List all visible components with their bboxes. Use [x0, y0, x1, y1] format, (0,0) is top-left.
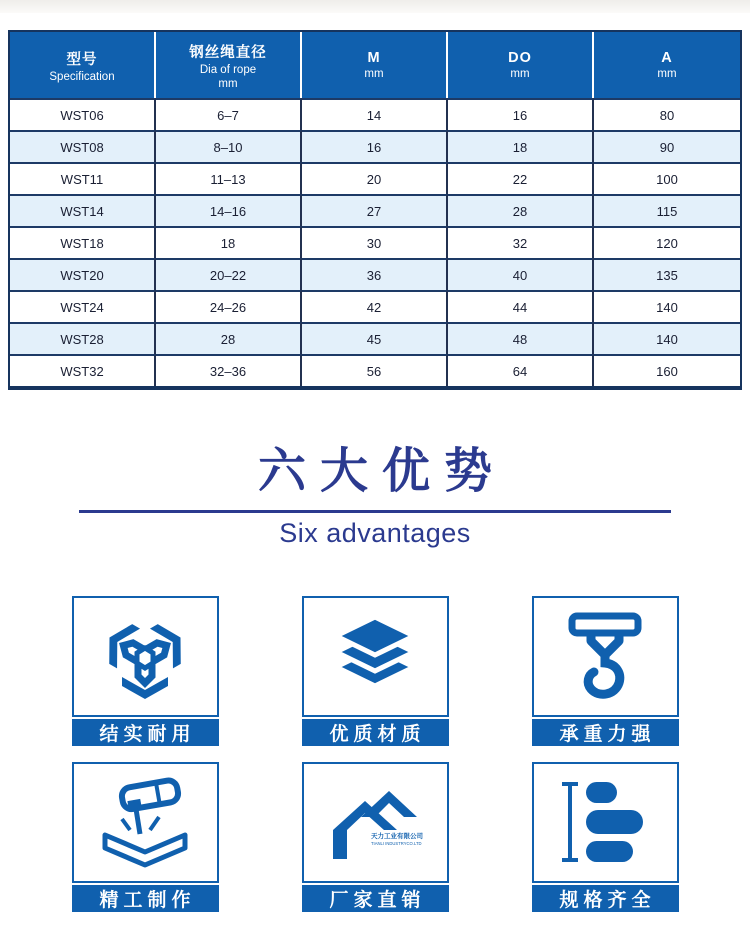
table-row — [10, 226, 740, 258]
advantage-tile-durable — [72, 596, 219, 746]
table-row — [10, 290, 740, 322]
section-title-en: Six advantages — [279, 517, 471, 548]
factory-roof-icon — [319, 772, 431, 872]
section-title-zh: 六大优势 — [257, 445, 506, 498]
table-cell: 18 — [448, 130, 594, 162]
factory-logo-en: TIANLI INDUSTRYCO.LTD — [371, 841, 422, 847]
column-header: 型号 Specification — [10, 32, 156, 98]
divider-line — [79, 510, 671, 513]
table-cell: 56 — [302, 354, 448, 386]
table-cell: 40 — [448, 258, 594, 290]
table-cell: 32 — [448, 226, 594, 258]
table-cell: 6–7 — [156, 98, 302, 130]
table-row — [10, 130, 740, 162]
table-cell: 42 — [302, 290, 448, 322]
table-row — [10, 354, 740, 386]
table-row — [10, 322, 740, 354]
table-cell: WST24 — [10, 290, 156, 322]
table-cell: 16 — [302, 130, 448, 162]
table-cell: WST06 — [10, 98, 156, 130]
spec-table — [8, 30, 742, 390]
advantage-label: 结实耐用 — [72, 719, 219, 746]
table-cell: 36 — [302, 258, 448, 290]
table-cell: 30 — [302, 226, 448, 258]
table-cell: WST28 — [10, 322, 156, 354]
table-cell: 28 — [448, 194, 594, 226]
table-cell: 44 — [448, 290, 594, 322]
advantage-tile-sizes — [532, 762, 679, 912]
table-cell: WST08 — [10, 130, 156, 162]
table-cell: 48 — [448, 322, 594, 354]
table-cell: 45 — [302, 322, 448, 354]
table-cell: WST18 — [10, 226, 156, 258]
advantage-label: 承重力强 — [532, 719, 679, 746]
table-cell: 16 — [448, 98, 594, 130]
table-cell: 32–36 — [156, 354, 302, 386]
table-cell: WST11 — [10, 162, 156, 194]
knot-icon — [94, 606, 196, 706]
table-cell: 8–10 — [156, 130, 302, 162]
table-cell: 22 — [448, 162, 594, 194]
size-range-icon — [553, 772, 657, 872]
table-row — [10, 194, 740, 226]
table-row — [10, 162, 740, 194]
table-cell: 120 — [594, 226, 740, 258]
advantages-grid — [0, 596, 750, 912]
table-cell: 18 — [156, 226, 302, 258]
spec-table-body — [10, 98, 740, 386]
advantage-tile-material — [302, 596, 449, 746]
table-cell: 14 — [302, 98, 448, 130]
layers-icon — [323, 606, 427, 706]
table-row — [10, 98, 740, 130]
advantage-label: 优质材质 — [302, 719, 449, 746]
table-cell: 28 — [156, 322, 302, 354]
advantage-tile-craft — [72, 762, 219, 912]
column-header: A mm — [594, 32, 740, 98]
table-cell: 100 — [594, 162, 740, 194]
advantage-tile-factory — [302, 762, 449, 912]
table-cell: 20–22 — [156, 258, 302, 290]
crane-hook-icon — [555, 606, 655, 706]
table-cell: 140 — [594, 290, 740, 322]
advantage-label: 精工制作 — [72, 885, 219, 912]
column-header: M mm — [302, 32, 448, 98]
table-cell: WST14 — [10, 194, 156, 226]
table-cell: WST20 — [10, 258, 156, 290]
table-cell: 80 — [594, 98, 740, 130]
table-cell: 20 — [302, 162, 448, 194]
column-header: 钢丝绳直径 Dia of rope mm — [156, 32, 302, 98]
table-cell: 140 — [594, 322, 740, 354]
table-cell: 64 — [448, 354, 594, 386]
table-cell: 115 — [594, 194, 740, 226]
welding-torch-icon — [93, 772, 197, 872]
table-cell: 160 — [594, 354, 740, 386]
column-header: DO mm — [448, 32, 594, 98]
table-cell: 90 — [594, 130, 740, 162]
advantage-label: 厂家直销 — [302, 885, 449, 912]
advantage-label: 规格齐全 — [532, 885, 679, 912]
spec-table-header-row — [10, 32, 740, 98]
table-cell: 27 — [302, 194, 448, 226]
advantage-tile-load — [532, 596, 679, 746]
table-cell: WST32 — [10, 354, 156, 386]
table-cell: 11–13 — [156, 162, 302, 194]
table-cell: 135 — [594, 258, 740, 290]
table-cell: 14–16 — [156, 194, 302, 226]
table-cell: 24–26 — [156, 290, 302, 322]
factory-logo-zh: 天力工业有限公司 — [371, 833, 423, 841]
top-edge-band — [0, 0, 750, 13]
table-row — [10, 258, 740, 290]
